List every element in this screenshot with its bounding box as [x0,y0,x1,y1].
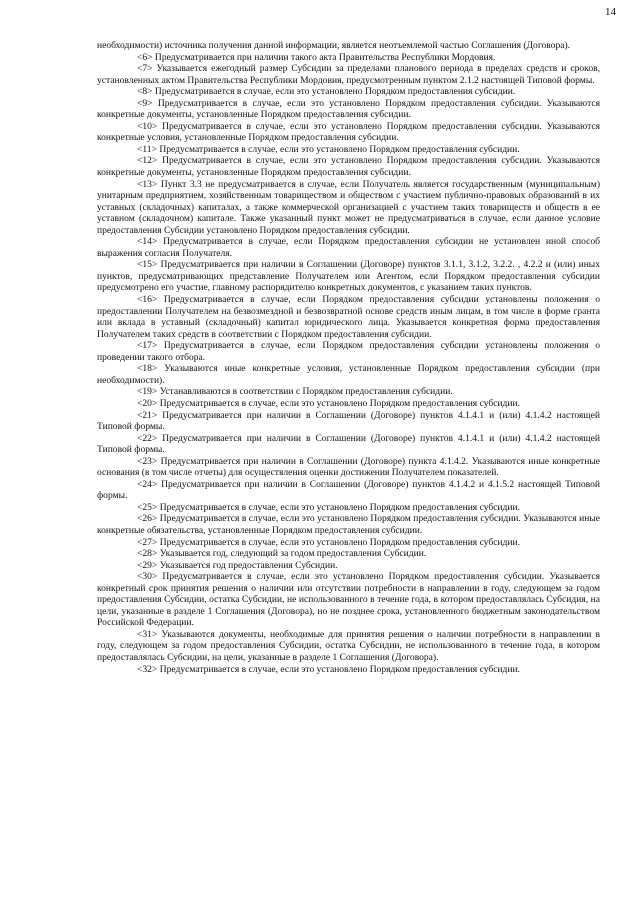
footnote-23: <23> Предусматривается при наличии в Соглашении (Договоре) пункта 4.1.4.2. Указываются иные конкретные основания (в том числе отчеты) для осуществления оценки достижения Получателем показателей. [97,455,600,479]
footnote-26: <26> Предусматривается в случае, если это установлено Порядком предоставления субсидии. Указываются иные конкретные обязательства, установленные Порядком предоставления субсидии. [97,513,600,536]
footnotes-block [97,40,600,675]
footnote-21: <21> Предусматривается при наличии в Соглашении (Договоре) пунктов 4.1.4.1 и (или) 4.1.4.2 настоящей Типовой формы. [97,409,600,433]
footnote-9: <9> Предусматривается в случае, если это установлено Порядком предоставления субсидии. Указываются конкретные документы, установленные Порядком предоставления субсидии. [97,97,600,121]
footnote-7: <7> Указывается ежегодный размер Субсидии за пределами планового периода в пределах средств и сроков, установленных актом Правительства Республики Мордовия, предусмотренным пунктом 2.1.2 настоящей Типовой формы. [97,63,600,86]
footnote-29: <29> Указывается год предоставления Субсидии. [137,559,338,571]
footnote-19: <19> Устанавливаются в соответствии с Порядком предоставления субсидии. [137,386,453,398]
footnote-32: <32> Предусматривается в случае, если это установлено Порядком предоставления субсидии. [137,663,521,675]
footnote-15: <15> Предусматривается при наличии в Соглашении (Договоре) пунктов 3.1.1, 3.1.2, 3.2.2. , 4.2.2 и (или) иных пунктов, предусматривающих представление Получателем или Агентом, если Порядком предоставления субсидии предусмотрено его участие, главному распорядителю конкретных документов, с указанием таких пунктов. [97,259,600,294]
footnote-8: <8> Предусматривается в случае, если это установлено Порядком предоставления субсидии. [137,86,516,98]
footnote-10: <10> Предусматривается в случае, если это установлено Порядком предоставления субсидии. Указываются конкретные условия, установленные Порядком предоставления субсидии. [97,120,600,144]
footnote-continuation: необходимости) источника получения данной информации, является неотъемлемой частью Соглашения (Договора). [97,40,571,51]
footnote-22: <22> Предусматривается при наличии в Соглашении (Договоре) пунктов 4.1.4.1 и (или) 4.1.4.2 настоящей Типовой формы. [97,432,600,456]
footnote-28: <28> Указывается год, следующий за годом предоставления Субсидии. [137,548,427,560]
footnote-20: <20> Предусматривается в случае, если это установлено Порядком предоставления субсидии. [137,397,521,409]
footnote-14: <14> Предусматривается в случае, если Порядком предоставления субсидии не установлен иной способ выражения согласия Получателя. [97,236,600,259]
footnote-24: <24> Предусматривается при наличии в Соглашении (Договоре) пунктов 4.1.4.2 и 4.1.5.2 настоящей Типовой формы. [97,478,600,502]
footnote-18: <18> Указываются иные конкретные условия, установленные Порядком предоставления субсидии (при необходимости). [97,363,600,386]
footnote-13: <13> Пункт 3.3 не предусматривается в случае, если Получатель является государственным (муниципальным) унитарным предприятием, хозяйственным товариществом и обществом с участием публично-правовых образований в их уставных (складочных) капиталах, а также коммерческой организацией с участием таких товариществ и обществ в ее уставном (складочном) капитале. Также указанный пункт может не предусматриваться в случае, если данное условие предоставления Субсидии установлено Порядком предоставления субсидии. [97,178,600,236]
footnote-12: <12> Предусматривается в случае, если это установлено Порядком предоставления субсидии. Указываются конкретные документы, установленные Порядком предоставления субсидии. [97,155,600,179]
footnote-16: <16> Предусматривается в случае, если Порядком предоставления субсидии установлены положения о предоставлении Получателем на безвозмездной и безвозвратной основе средств иным лицам, в том числе в форме гранта или вклада в уставный (складочный) капитал юридического лица. Указывается конкретная форма предоставления Получателем таких средств в соответствии с Порядком предоставления субсидии. [97,294,600,340]
footnote-17: <17> Предусматривается в случае, если Порядком предоставления субсидии установлены положения о проведении такого отбора. [97,340,600,363]
footnote-6: <6> Предусматривается при наличии такого акта Правительства Республики Мордовия. [137,51,496,63]
footnote-27: <27> Предусматривается в случае, если это установлено Порядком предоставления субсидии. [137,536,521,548]
footnote-30: <30> Предусматривается в случае, если это установлено Порядком предоставления субсидии. Указывается конкретный срок принятия решения о наличии или отсутствии потребности в направлении в году, следующем за годом предоставления Субсидии, остатка Субсидии, не использованного в течение года, в котором предоставлялась Субсидия, на цели, указанные в разделе 1 Соглашения (Договора), но не позднее срока, установленного бюджетным законодательством Российской Федерации. [97,571,600,629]
footnote-31: <31> Указываются документы, необходимые для принятия решения о наличии потребности в направлении в году, следующем за годом предоставления Субсидии, остатка Субсидии, не использованного в течение года, в котором предоставлялась Субсидии, на цели, указанные в разделе 1 Соглашения (Договора). [97,628,600,663]
footnote-25: <25> Предусматривается в случае, если это установлено Порядком предоставления субсидии. [137,501,521,513]
footnote-11: <11> Предусматривается в случае, если это установлено Порядком предоставления субсидии. [137,143,520,155]
page-number: 14 [605,6,616,18]
